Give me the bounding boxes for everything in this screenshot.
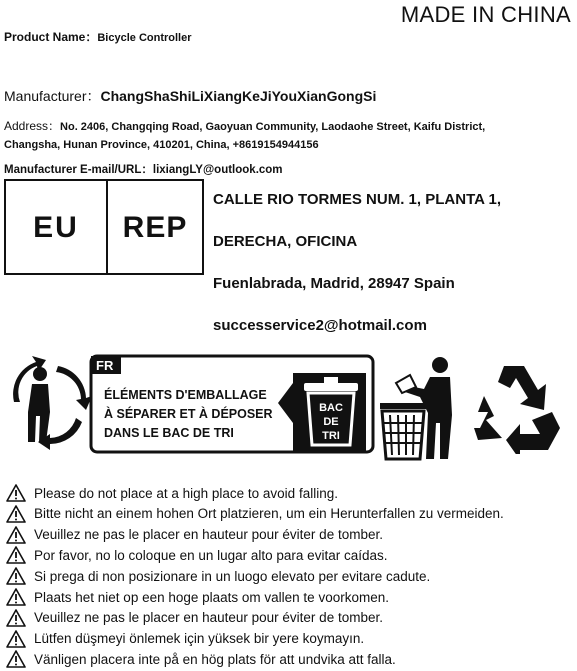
warning-item: [6, 484, 338, 502]
product-name-row: [4, 28, 192, 45]
rep-address-line-3: Fuenlabrada, Madrid, 28947 Spain: [213, 275, 455, 292]
warning-text: Bitte nicht an einem hohen Ort platzieren, um ein Herunterfallen zu vermeiden.: [34, 506, 504, 522]
warning-item: [6, 650, 396, 668]
warning-text: Plaats het niet op een hoge plaats om vallen te voorkomen.: [34, 589, 389, 605]
recycling-text-1: ÉLÉMENTS D'EMBALLAGE: [104, 388, 267, 402]
warning-text: Si prega di non posizionare in un luogo elevato per evitare cadute.: [34, 568, 431, 584]
warning-triangle-icon: [6, 650, 26, 668]
product-name-label: Product Name：: [4, 30, 98, 44]
warning-text: Vänligen placera inte på en hög plats för att undvika att falla.: [34, 651, 396, 667]
bin-label-1: BAC: [319, 402, 343, 414]
manufacturer-row: [4, 86, 376, 106]
country-label: FR: [96, 358, 114, 373]
eu-rep-box: [4, 179, 204, 275]
rep-label: REP: [122, 211, 188, 244]
warning-text: Please do not place at a high place to avoid falling.: [34, 485, 338, 501]
address-line1: No. 2406, Changqing Road, Gaoyuan Community, Laodaohe Street, Kaifu District,: [60, 121, 486, 133]
address-line2: Changsha, Hunan Province, 410201, China, +8619154944156: [4, 139, 319, 151]
contact-value: lixiangLY@outlook.com: [152, 164, 283, 176]
address-label: Address：: [4, 119, 61, 133]
bin-label-2: DE: [323, 416, 339, 428]
warning-triangle-icon: [6, 567, 26, 585]
bin-label-3: TRI: [322, 430, 340, 442]
address-row: [4, 117, 485, 134]
recycling-text-3: DANS LE BAC DE TRI: [104, 426, 234, 440]
recycling-info-panel: [88, 353, 376, 455]
warning-text: Veuillez ne pas le placer en hauteur pour éviter de tomber.: [34, 610, 383, 626]
warning-triangle-icon: [6, 505, 26, 523]
recycle-icon: [474, 360, 560, 454]
contact-label: Manufacturer E-mail/URL：: [4, 164, 153, 176]
contact-row: [4, 161, 283, 177]
manufacturer-value: ChangShaShiLiXiangKeJiYouXianGongSi: [100, 88, 377, 104]
triman-icon: [6, 352, 96, 452]
warning-triangle-icon: [6, 526, 26, 544]
warning-text: Veuillez ne pas le placer en hauteur pour éviter de tomber.: [34, 527, 383, 543]
trash-bin-person-icon: [378, 353, 466, 463]
rep-address-line-1: CALLE RIO TORMES NUM. 1, PLANTA 1,: [213, 191, 502, 208]
warning-text: Lütfen düşmeyi önlemek için yüksek bir yere koymayın.: [34, 631, 365, 647]
warning-triangle-icon: [6, 484, 26, 502]
warning-item: [6, 526, 383, 544]
warning-triangle-icon: [6, 630, 26, 648]
warning-item: [6, 546, 387, 564]
rep-address-line-2: DERECHA, OFICINA: [213, 233, 358, 250]
warning-triangle-icon: [6, 588, 26, 606]
warning-text: Por favor, no lo coloque en un lugar alto para evitar caídas.: [34, 547, 388, 563]
made-in-label: MADE IN CHINA: [400, 2, 571, 27]
product-name-value: Bicycle Controller: [97, 32, 192, 44]
warning-triangle-icon: [6, 546, 26, 564]
rep-email: successervice2@hotmail.com: [213, 317, 427, 334]
manufacturer-label: Manufacturer：: [4, 88, 101, 104]
warning-triangle-icon: [6, 609, 26, 627]
warning-item: [6, 588, 389, 606]
warning-item: [6, 609, 383, 627]
warning-item: [6, 630, 364, 648]
warning-item: [6, 505, 504, 523]
eu-label: EU: [33, 211, 79, 244]
recycling-text-2: À SÉPARER ET À DÉPOSER: [104, 407, 273, 421]
warning-item: [6, 567, 430, 585]
